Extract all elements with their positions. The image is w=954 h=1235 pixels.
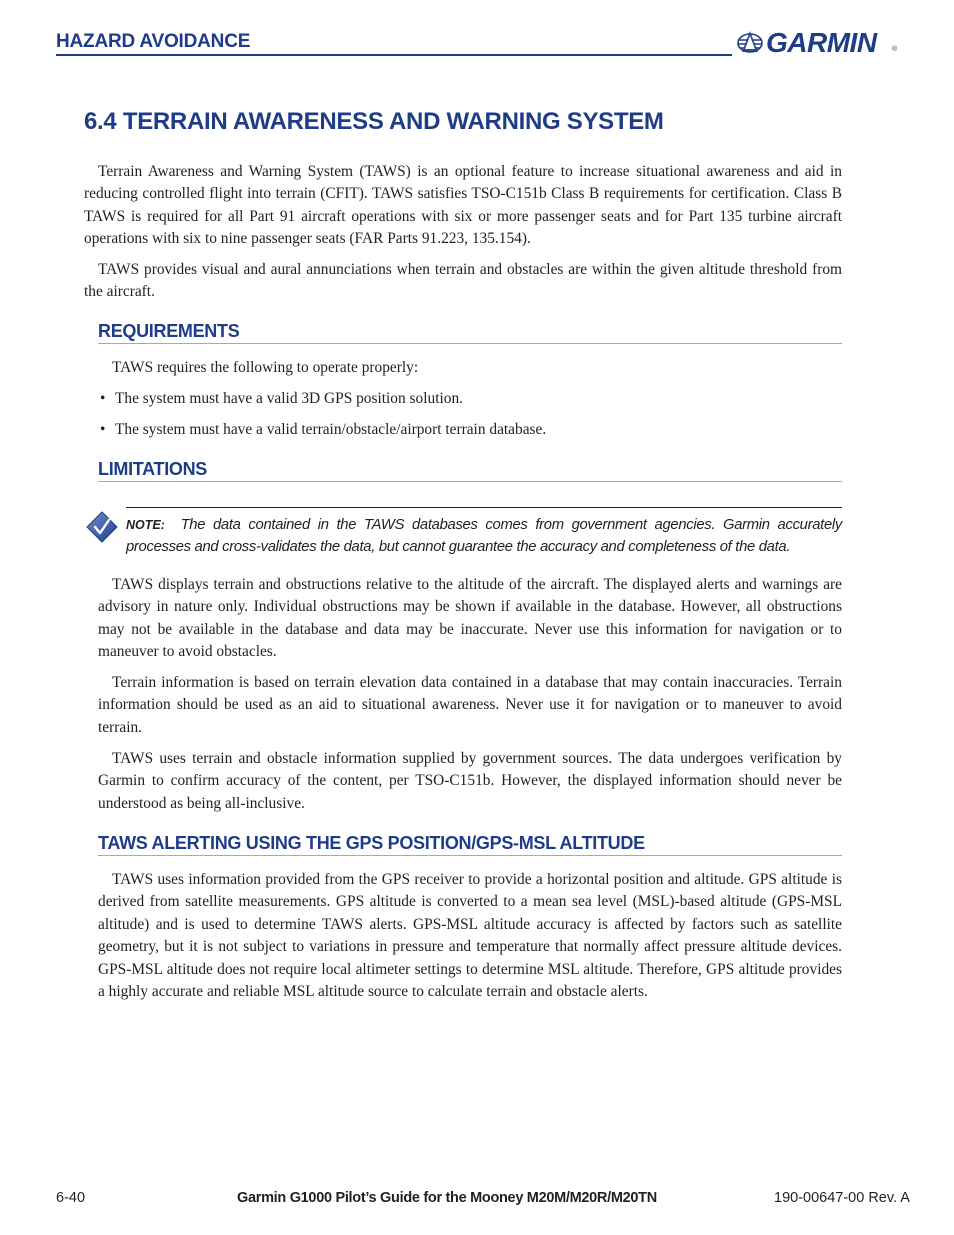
intro-paragraph-1: Terrain Awareness and Warning System (TAWS) is an optional feature to increase situational awareness and aid in reducing controlled flight into terrain (CFIT). TAWS satisfies TSO-C151b Class B requirements for certification. Class B TAWS is required for all Part 91 aircraft operations with six or more passenger seats and for Part 135 turbine aircraft operations with six to nine passenger seats (FAR Parts 91.223, 135.154). [84,163,842,248]
limitations-heading: LIMITATIONS [98,458,842,482]
gps-alerting-heading: TAWS ALERTING USING THE GPS POSITION/GPS-MSL ALTITUDE [98,832,842,856]
footer-doc-number: 190-00647-00 Rev. A [774,1190,910,1206]
header-rule [56,54,732,56]
section-label: HAZARD AVOIDANCE [56,31,251,52]
bullet-icon: • [100,390,106,407]
intro-paragraph-2: TAWS provides visual and aural annunciations when terrain and obstacles are within the given altitude threshold from the aircraft. [84,261,842,301]
registered-mark: ® [892,46,898,53]
limitations-paragraph-3: TAWS uses terrain and obstacle information supplied by government sources. The data undergoes verification by Garmin to confirm accuracy of the content, per TSO-C151b. However, the displayed information should never be understood as being all-inclusive. [98,750,842,812]
list-item [98,419,842,450]
list-item [98,388,842,419]
garmin-delta-globe-icon [736,30,764,54]
limitations-paragraph-2: Terrain information is based on terrain elevation data contained in a database that may contain inaccuracies. Terrain information should be used as an aid to situational awareness. Never use it for navigation or to maneuver to avoid terrain. [98,674,842,736]
limitations-paragraph-1: TAWS displays terrain and obstructions relative to the altitude of the aircraft. The displayed alerts and warnings are advisory in nature only. Individual obstructions may be shown if available in the database. However, all obstructions may not be available in the database and data may be inaccurate. Never use this information for navigation or to maneuver to avoid obstacles. [98,576,842,661]
bullet-icon: • [100,421,106,438]
note-body: The data contained in the TAWS databases comes from government agencies. Garmin accurately processes and cross-validates the data, but cannot guarantee the accuracy and completeness of the data. [126,517,842,556]
note-box [84,507,842,563]
page-header [56,27,918,60]
requirements-heading: REQUIREMENTS [98,320,842,344]
list-item-text: The system must have a valid terrain/obstacle/airport terrain database. [115,421,547,438]
list-item-text: The system must have a valid 3D GPS position solution. [115,390,463,407]
note-text [126,514,842,559]
note-check-diamond-icon [86,511,118,543]
gps-alerting-paragraph: TAWS uses information provided from the GPS receiver to provide a horizontal position and altitude. GPS altitude is derived from satellite measurements. GPS altitude is converted to a mean sea level (MSL)-based altitude (GPS-MSL altitude) and is used to determine TAWS alerts. GPS-MSL altitude accuracy is affected by factors such as satellite geometry, but it is not subject to variations in pressure and temperature that normally affect pressure altitude devices. GPS-MSL altitude does not require local altimeter settings to determine MSL altitude. Therefore, GPS altitude provides a highly accurate and reliable MSL altitude source to calculate terrain and obstacle alerts. [98,871,842,1001]
footer-guide-title: Garmin G1000 Pilot’s Guide for the Mooney M20M/M20R/M20TN [237,1190,657,1206]
requirements-lead: TAWS requires the following to operate properly: [112,359,419,376]
requirements-list [98,388,842,450]
garmin-wordmark: GARMIN [766,27,877,58]
garmin-logo [736,28,898,58]
note-rule [126,507,842,508]
note-label: NOTE: [126,518,165,532]
page-title: 6.4 TERRAIN AWARENESS AND WARNING SYSTEM [84,108,664,135]
footer-page-number: 6-40 [56,1190,86,1206]
